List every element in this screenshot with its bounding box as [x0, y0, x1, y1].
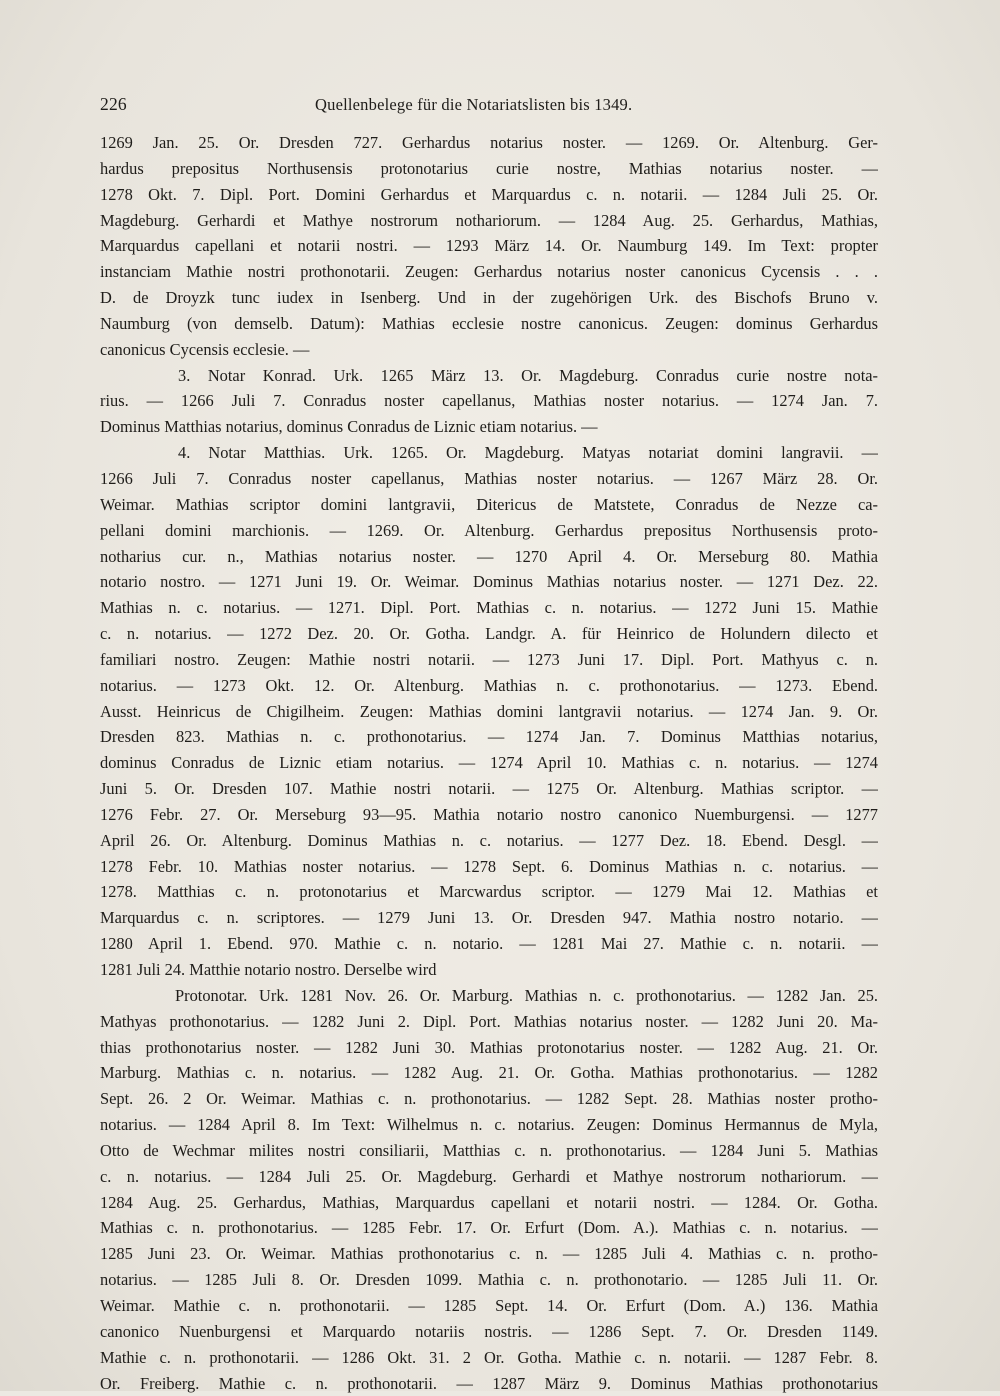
text-line: 1284 Aug. 25. Gerhardus, Mathias, Marquardus capellani et notarii nostri. — 1284. Or. Gotha.	[100, 1190, 878, 1216]
text-line: thias prothonotarius noster. — 1282 Juni 30. Mathias protonotarius noster. — 1282 Aug. 21. Or.	[100, 1035, 878, 1061]
text-line: 1276 Febr. 27. Or. Merseburg 93—95. Mathia notario nostro canonico Nuemburgensi. — 1277	[100, 802, 878, 828]
text-line: Dresden 823. Mathias n. c. prothonotarius. — 1274 Jan. 7. Dominus Matthias notarius,	[100, 724, 878, 750]
text-line: canonicus Cycensis ecclesie. —	[100, 337, 878, 363]
text-line: Marquardus c. n. scriptores. — 1279 Juni 13. Or. Dresden 947. Mathia nostro notario. —	[100, 905, 878, 931]
body-text	[100, 130, 878, 1396]
text-line: 1278 Febr. 10. Mathias noster notarius. — 1278 Sept. 6. Dominus Mathias n. c. notarius. —	[100, 854, 878, 880]
text-line: rius. — 1266 Juli 7. Conradus noster capellanus, Mathias noster notarius. — 1274 Jan. 7.	[100, 388, 878, 414]
text-line: 1278 Okt. 7. Dipl. Port. Domini Gerhardus et Marquardus c. n. notarii. — 1284 Juli 25. Or.	[100, 182, 878, 208]
text-line: c. n. notarius. — 1272 Dez. 20. Or. Gotha. Landgr. A. für Heinrico de Holundern dilecto et	[100, 621, 878, 647]
text-line: instanciam Mathie nostri prothonotarii. Zeugen: Gerhardus notarius noster canonicus Cycensis . . .	[100, 259, 878, 285]
text-line: Weimar. Mathie c. n. prothonotarii. — 1285 Sept. 14. Or. Erfurt (Dom. A.) 136. Mathia	[100, 1293, 878, 1319]
text-line: Mathias c. n. prothonotarius. — 1285 Febr. 17. Or. Erfurt (Dom. A.). Mathias c. n. notarius. —	[100, 1215, 878, 1241]
text-line: April 26. Or. Altenburg. Dominus Mathias n. c. notarius. — 1277 Dez. 18. Ebend. Desgl. —	[100, 828, 878, 854]
text-line: c. n. notarius. — 1284 Juli 25. Or. Magdeburg. Gerhardi et Mathye nostrorum nothariorum. —	[100, 1164, 878, 1190]
text-line: Mathie c. n. prothonotarii. — 1286 Okt. 31. 2 Or. Gotha. Mathie c. n. notarii. — 1287 Febr. 8.	[100, 1345, 878, 1371]
text-line: notario nostro. — 1271 Juni 19. Or. Weimar. Dominus Mathias notarius noster. — 1271 Dez. 22.	[100, 569, 878, 595]
section-heading-line: 4. Notar Matthias. Urk. 1265. Or. Magdeburg. Matyas notariat domini langravii. —	[100, 440, 878, 466]
text-line: Juni 5. Or. Dresden 107. Mathie nostri notarii. — 1275 Or. Altenburg. Mathias scriptor. —	[100, 776, 878, 802]
text-line: 1285 Juni 23. Or. Weimar. Mathias prothonotarius c. n. — 1285 Juli 4. Mathias c. n. protho-	[100, 1241, 878, 1267]
text-line: Sept. 26. 2 Or. Weimar. Mathias c. n. prothonotarius. — 1282 Sept. 28. Mathias noster protho-	[100, 1086, 878, 1112]
text-line: 1266 Juli 7. Conradus noster capellanus, Mathias noster notarius. — 1267 März 28. Or.	[100, 466, 878, 492]
text-line: D. de Droyzk tunc iudex in Isenberg. Und in der zugehörigen Urk. des Bischofs Bruno v.	[100, 285, 878, 311]
text-line: notarius. — 1284 April 8. Im Text: Wilhelmus n. c. notarius. Zeugen: Dominus Hermannus de Myla,	[100, 1112, 878, 1138]
text-line: notarius. — 1285 Juli 8. Or. Dresden 1099. Mathia c. n. prothonotario. — 1285 Juli 11. Or.	[100, 1267, 878, 1293]
text-line: Mathias n. c. notarius. — 1271. Dipl. Port. Mathias c. n. notarius. — 1272 Juni 15. Mathie	[100, 595, 878, 621]
text-line: Otto de Wechmar milites nostri consiliarii, Matthias c. n. prothonotarius. — 1284 Juni 5. Mathias	[100, 1138, 878, 1164]
section-heading-line: Protonotar. Urk. 1281 Nov. 26. Or. Marburg. Mathias n. c. prothonotarius. — 1282 Jan. 25.	[100, 983, 878, 1009]
text-line: canonico Nuenburgensi et Marquardo notariis nostris. — 1286 Sept. 7. Or. Dresden 1149.	[100, 1319, 878, 1345]
text-line: Or. Freiberg. Mathie c. n. prothonotarii. — 1287 März 9. Dominus Mathias prothonotarius	[100, 1371, 878, 1396]
text-line: Mathyas prothonotarius. — 1282 Juni 2. Dipl. Port. Mathias notarius noster. — 1282 Juni 20. Ma-	[100, 1009, 878, 1035]
text-line: Marquardus capellani et notarii nostri. — 1293 März 14. Or. Naumburg 149. Im Text: propter	[100, 233, 878, 259]
text-line: 1269 Jan. 25. Or. Dresden 727. Gerhardus notarius noster. — 1269. Or. Altenburg. Ger-	[100, 130, 878, 156]
text-line: familiari nostro. Zeugen: Mathie nostri notarii. — 1273 Juni 17. Dipl. Port. Mathyus c. n.	[100, 647, 878, 673]
text-line: 1281 Juli 24. Matthie notario nostro. Derselbe wird	[100, 957, 878, 983]
text-line: 1278. Matthias c. n. protonotarius et Marcwardus scriptor. — 1279 Mai 12. Mathias et	[100, 879, 878, 905]
text-line: Dominus Matthias notarius, dominus Conradus de Liznic etiam notarius. —	[100, 414, 878, 440]
text-line: pellani domini marchionis. — 1269. Or. Altenburg. Gerhardus prepositus Northusensis proto-	[100, 518, 878, 544]
text-line: Ausst. Heinricus de Chigilheim. Zeugen: Mathias domini lantgravii notarius. — 1274 Jan. 9. Or.	[100, 699, 878, 725]
text-line: Marburg. Mathias c. n. notarius. — 1282 Aug. 21. Or. Gotha. Mathias prothonotarius. — 1282	[100, 1060, 878, 1086]
text-line: Weimar. Mathias scriptor domini lantgravii, Ditericus de Matstete, Conradus de Nezze ca-	[100, 492, 878, 518]
text-line: dominus Conradus de Liznic etiam notarius. — 1274 April 10. Mathias c. n. notarius. — 1274	[100, 750, 878, 776]
page-header	[100, 94, 880, 118]
section-heading-line: 3. Notar Konrad. Urk. 1265 März 13. Or. Magdeburg. Conradus curie nostre nota-	[100, 363, 878, 389]
text-line: notarius. — 1273 Okt. 12. Or. Altenburg. Mathias n. c. prothonotarius. — 1273. Ebend.	[100, 673, 878, 699]
text-line: Naumburg (von demselb. Datum): Mathias ecclesie nostre canonicus. Zeugen: dominus Gerhardus	[100, 311, 878, 337]
running-title: Quellenbelege für die Notariatslisten bis 1349.	[315, 95, 632, 115]
text-line: 1280 April 1. Ebend. 970. Mathie c. n. notario. — 1281 Mai 27. Mathie c. n. notarii. —	[100, 931, 878, 957]
page-number: 226	[100, 94, 127, 115]
text-line: notharius cur. n., Mathias notarius noster. — 1270 April 4. Or. Merseburg 80. Mathia	[100, 544, 878, 570]
text-line: hardus prepositus Northusensis protonotarius curie nostre, Mathias notarius noster. —	[100, 156, 878, 182]
text-line: Magdeburg. Gerhardi et Mathye nostrorum nothariorum. — 1284 Aug. 25. Gerhardus, Mathias,	[100, 208, 878, 234]
